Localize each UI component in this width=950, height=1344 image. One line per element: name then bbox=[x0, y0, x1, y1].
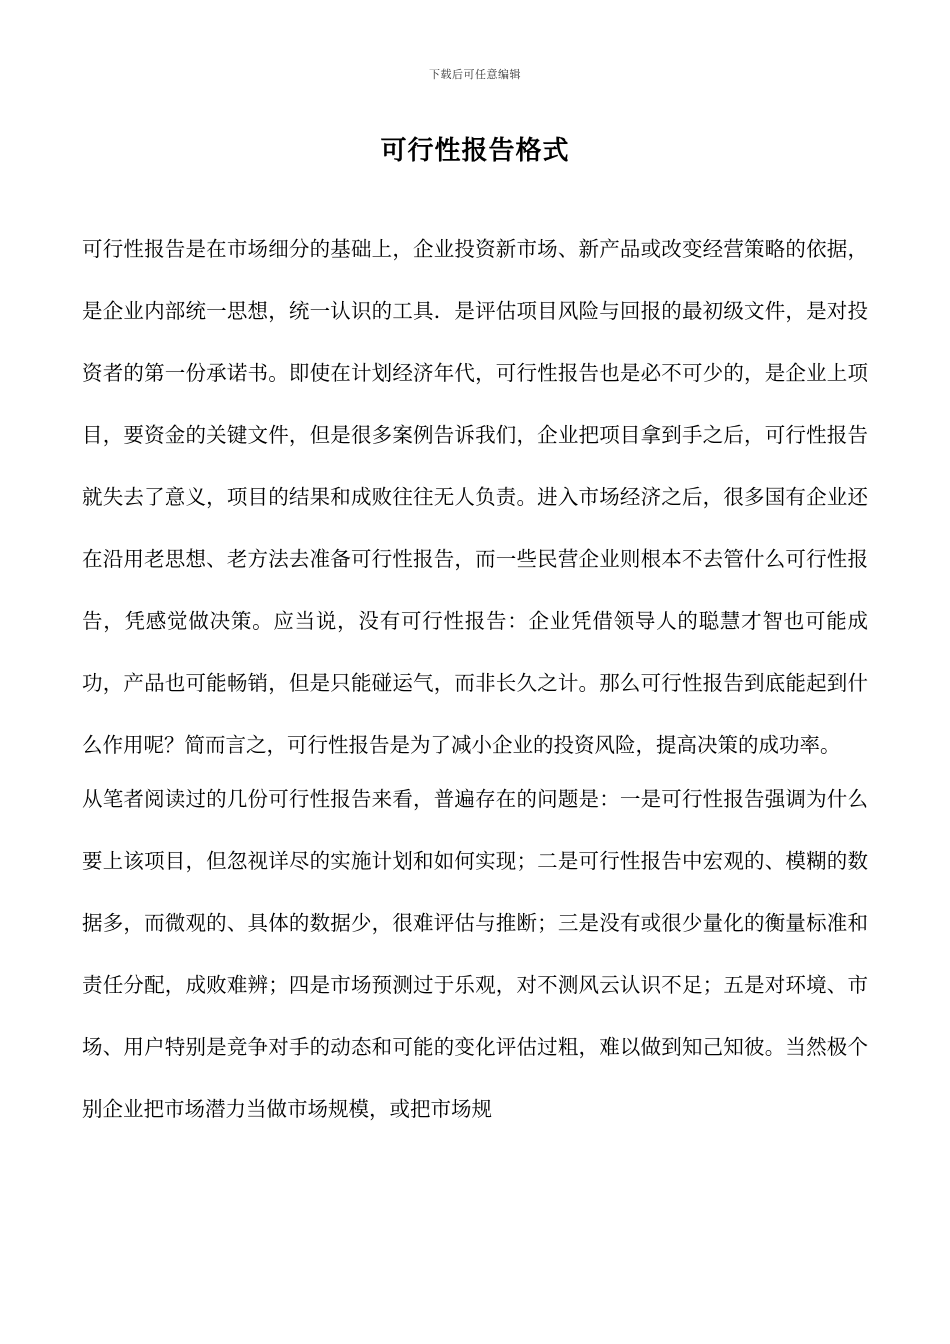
document-body bbox=[82, 218, 868, 1140]
header-note: 下载后可任意编辑 bbox=[429, 68, 521, 81]
document-title: 可行性报告格式 bbox=[380, 136, 570, 166]
paragraph: 从笔者阅读过的几份可行性报告来看，普遍存在的问题是：一是可行性报告强调为什么要上该项目，但忽视详尽的实施计划和如何实现；二是可行性报告中宏观的、模糊的数据多，而微观的、具体的数据少，很难评估与推断；三是没有或很少量化的衡量标准和责任分配，成败难辨；四是市场预测过于乐观，对不测风云认识不足；五是对环境、市场、用户特别是竞争对手的动态和可能的变化评估过粗，难以做到知己知彼。当然极个别企业把市场潜力当做市场规模，或把市场规 bbox=[82, 787, 868, 1121]
paragraph: 可行性报告是在市场细分的基础上，企业投资新市场、新产品或改变经营策略的依据，是企业内部统一思想，统一认识的工具．是评估项目风险与回报的最初级文件，是对投资者的第一份承诺书。即使在计划经济年代，可行性报告也是必不可少的，是企业上项目，要资金的关键文件，但是很多案例告诉我们，企业把项目拿到手之后，可行性报告就失去了意义，项目的结果和成败往往无人负责。进入市场经济之后，很多国有企业还在沿用老思想、老方法去准备可行性报告，而一些民营企业则根本不去管什么可行性报告，凭感觉做决策。应当说，没有可行性报告：企业凭借领导人的聪慧才智也可能成功，产品也可能畅销，但是只能碰运气，而非长久之计。那么可行性报告到底能起到什么作用呢？简而言之，可行性报告是为了减小企业的投资风险，提高决策的成功率。 bbox=[82, 237, 868, 757]
